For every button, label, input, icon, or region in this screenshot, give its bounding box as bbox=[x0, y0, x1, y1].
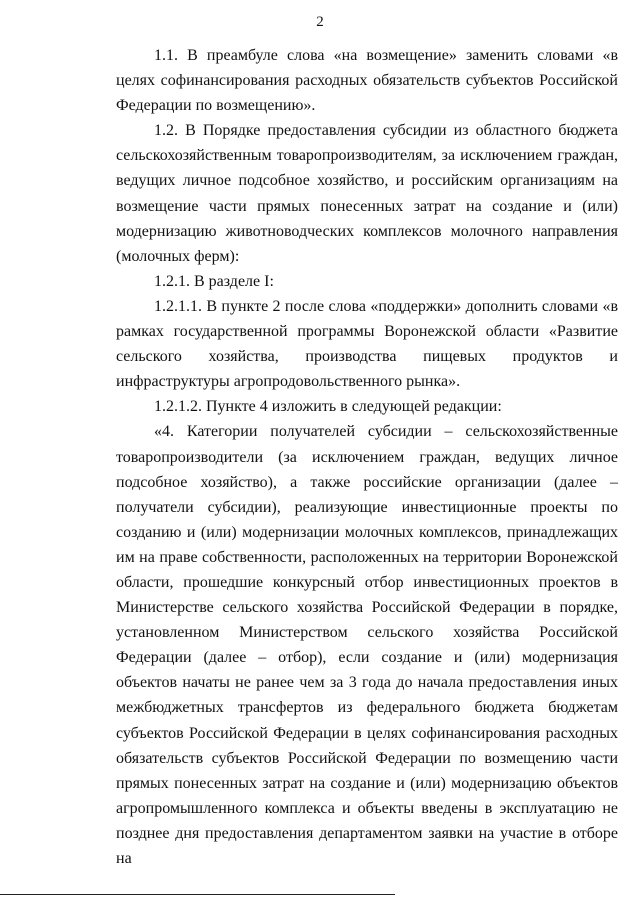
paragraph-point-four-intro: 1.2.1.2. Пункте 4 изложить в следующей редакции: bbox=[154, 398, 502, 416]
page-number: 2 bbox=[316, 14, 324, 30]
paragraph-section-one: 1.2.1. В разделе I: bbox=[154, 272, 274, 290]
paragraph-procedure-amendment: 1.2. В Порядке предоставления субсидии из областного бюджета сельскохозяйственным товаропроизводителям, за исключением граждан, ведущих личное подсобное хозяйство, и российским организациям на возмещение части прямых понесенных затрат на создание и (или) модернизацию животноводческих комплексов молочного направления (молочных ферм): bbox=[116, 122, 618, 265]
paragraph-point-four-text: «4. Категории получателей субсидии – сельскохозяйственные товаропроизводители (за исключением граждан, ведущих личное подсобное хозяйство), а также российские организации (далее – получатели субсидии), реализующие инвестиционные проекты по созданию и (или) модернизации молочных комплексов, принадлежащих им на праве собственности, расположенных на территории Воронежской области, прошедшие конкурсный отбор инвестиционных проектов в Министерстве сельского хозяйства Российской Федерации в порядке, установленном Министерством сельского хозяйства Российской Федерации (далее – отбор), если создание и (или) модернизация объектов начаты не ранее чем за 3 года до начала предоставления иных межбюджетных трансфертов из федерального бюджета бюджетам субъектов Российской Федерации в целях софинансирования расходных обязательств субъектов Российской Федерации по возмещению части прямых понесенных затрат на создание и (или) модернизацию объектов агропромышленного комплекса и объекты введены в эксплуатацию не позднее дня предоставления департаментом заявки на участие в отборе на bbox=[116, 423, 618, 867]
paragraph-preamble-amendment: 1.1. В преамбуле слова «на возмещение» заменить словами «в целях софинансирования расходных обязательств субъектов Российской Федерации по возмещению». bbox=[116, 47, 618, 115]
bottom-divider bbox=[0, 894, 395, 895]
paragraph-point-two: 1.2.1.1. В пункте 2 после слова «поддержки» дополнить словами «в рамках государственной программы Воронежской области «Развитие сельского хозяйства, производства пищевых продуктов и инфраструктуры агропродовольственного рынка». bbox=[116, 297, 618, 391]
document-body bbox=[116, 43, 618, 871]
